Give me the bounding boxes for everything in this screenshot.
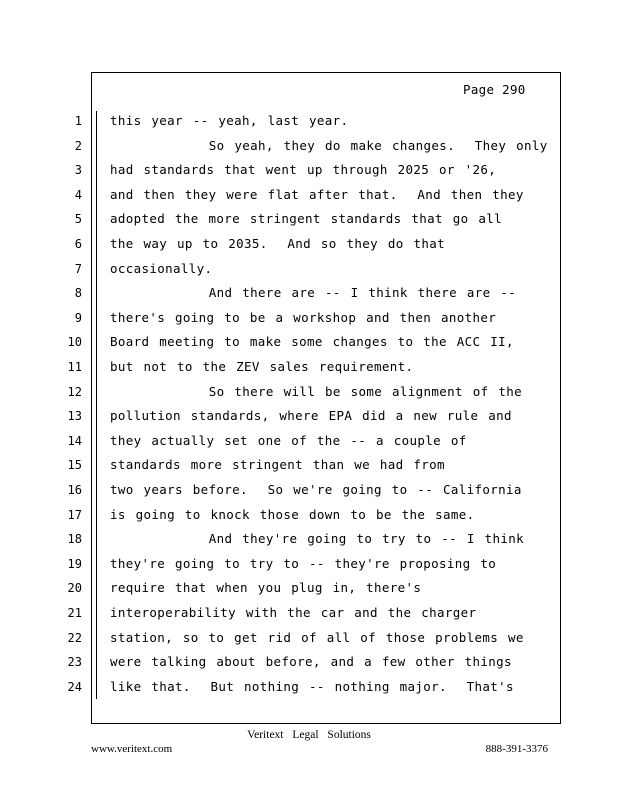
transcript-line: but not to the ZEV sales requirement. <box>110 359 414 374</box>
transcript-line: So yeah, they do make changes. They only <box>110 137 548 153</box>
line-number: 12 <box>67 384 82 399</box>
transcript-line: And there are -- I think there are -- <box>110 285 517 301</box>
line-number: 14 <box>67 433 82 448</box>
line-number: 6 <box>74 237 82 251</box>
line-number: 9 <box>74 310 82 325</box>
transcript-line: standards more stringent than we had from <box>110 457 445 473</box>
line-number: 20 <box>67 581 82 596</box>
transcript-line: were talking about before, and a few other things <box>110 654 512 670</box>
footer-url: www.veritext.com <box>91 743 173 755</box>
line-number: 19 <box>67 556 82 571</box>
line-number: 17 <box>67 507 82 522</box>
line-number: 3 <box>74 163 82 178</box>
transcript-line: is going to knock those down to be the same. <box>110 506 475 522</box>
transcript-line: interoperability with the car and the charger <box>110 605 477 620</box>
transcript-line: they actually set one of the -- a couple of <box>110 432 467 448</box>
line-number: 13 <box>67 409 82 424</box>
transcript-line: So there will be some alignment of the <box>110 383 523 399</box>
line-number: 8 <box>74 286 82 301</box>
transcript-line: adopted the more stringent standards that go all <box>110 211 503 227</box>
transcript-line: station, so to get rid of all of those problems we <box>110 629 524 645</box>
transcript-line: they're going to try to -- they're proposing to <box>110 555 497 571</box>
line-number: 1 <box>74 114 82 128</box>
line-number: 2 <box>74 138 82 153</box>
transcript-line: like that. But nothing -- nothing major. That's <box>110 678 514 694</box>
line-number: 23 <box>67 655 82 670</box>
transcript-line: there's going to be a workshop and then another <box>110 309 497 325</box>
line-number: 18 <box>67 532 82 547</box>
line-number: 11 <box>67 360 82 374</box>
footer-phone: 888-391-3376 <box>485 743 548 755</box>
line-number: 16 <box>67 483 82 497</box>
transcript-line: this year -- yeah, last year. <box>110 113 349 128</box>
footer-brand: Veritext Legal Solutions <box>247 729 371 741</box>
line-number: 5 <box>74 212 82 227</box>
transcript-line: And they're going to try to -- I think <box>110 531 525 547</box>
line-number: 4 <box>74 187 82 202</box>
margin-rule <box>96 111 97 699</box>
transcript-line: and then they were flat after that. And then they <box>110 186 524 202</box>
transcript-line: two years before. So we're going to -- California <box>110 482 522 497</box>
line-number: 7 <box>74 261 82 276</box>
page-number: Page 290 <box>463 82 526 97</box>
line-number: 22 <box>67 630 82 645</box>
line-number: 21 <box>67 606 82 620</box>
transcript-line: Board meeting to make some changes to the ACC II, <box>110 334 514 350</box>
transcript-line: pollution standards, where EPA did a new rule and <box>110 408 512 424</box>
transcript-line: had standards that went up through 2025 or '26, <box>110 162 497 178</box>
transcript-line: require that when you plug in, there's <box>110 580 422 596</box>
transcript-line: the way up to 2035. And so they do that <box>110 236 446 251</box>
line-number: 15 <box>67 458 82 473</box>
line-number: 10 <box>67 335 82 350</box>
transcript-line: occasionally. <box>110 260 213 276</box>
line-number: 24 <box>67 679 82 694</box>
